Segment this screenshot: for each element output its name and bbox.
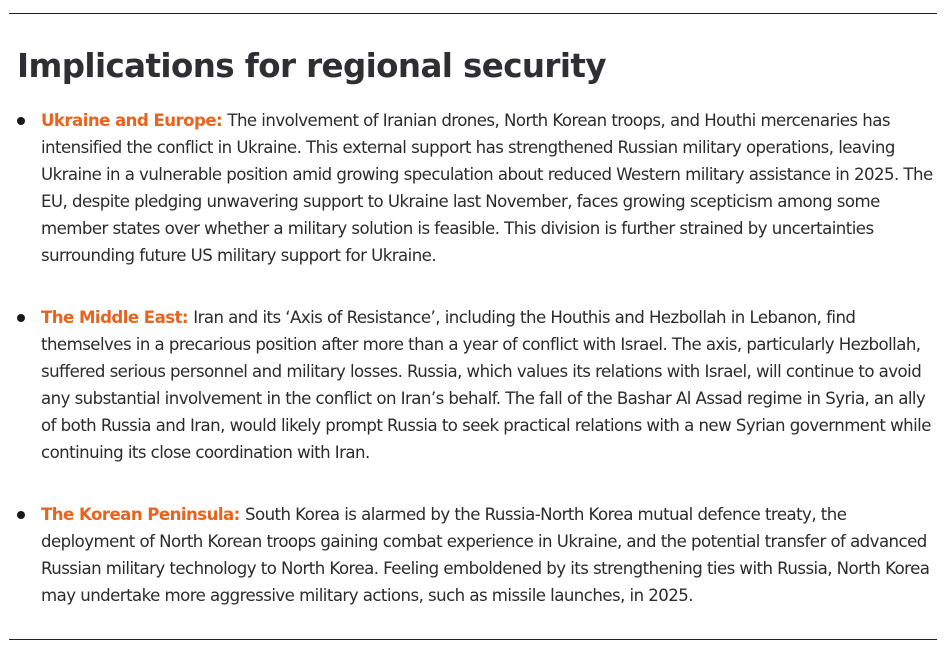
item-text: Iran and its ‘Axis of Resistance’, including the Houthis and Hezbollah in Lebanon, find themselves in a precarious position after more than a year of conflict with Israel. The axis, particularly Hezbollah, suffered serious personnel and military losses. Russia, which values its relations with Israel, will continue to avoid any substantial involvement in the conflict on Iran’s behalf. The fall of the Bashar Al Assad regime in Syria, an ally of both Russia and Iran, would likely prompt Russia to seek practical relations with a new Syrian government while continuing its close coordination with Iran. [41, 308, 931, 462]
bullet-icon [17, 314, 25, 322]
list-item-ukraine-europe [41, 107, 937, 269]
bottom-divider [9, 639, 937, 640]
item-label: Ukraine and Europe: [41, 111, 228, 130]
item-text: The involvement of Iranian drones, North Korean troops, and Houthi mercenaries has intensified the conflict in Ukraine. This external support has strengthened Russian military operations, leaving Ukraine in a vulnerable position amid growing speculation about reduced Western military assistance in 2025. The EU, despite pledging unwavering support to Ukraine last November, faces growing scepticism among some member states over whether a military solution is feasible. This division is further strained by uncertainties surrounding future US military support for Ukraine. [41, 111, 933, 265]
list-item-korean-peninsula [41, 501, 937, 609]
list-item-middle-east [41, 304, 937, 466]
top-divider [9, 13, 937, 14]
section-heading: Implications for regional security [17, 47, 606, 85]
bullet-icon [17, 511, 25, 519]
item-label: The Middle East: [41, 308, 194, 327]
bullet-icon [17, 117, 25, 125]
item-text: South Korea is alarmed by the Russia-North Korea mutual defence treaty, the deployment of North Korean troops gaining combat experience in Ukraine, and the potential transfer of advanced Russian military technology to North Korea. Feeling emboldened by its strengthening ties with Russia, North Korea may undertake more aggressive military actions, such as missile launches, in 2025. [41, 505, 930, 605]
item-label: The Korean Peninsula: [41, 505, 245, 524]
